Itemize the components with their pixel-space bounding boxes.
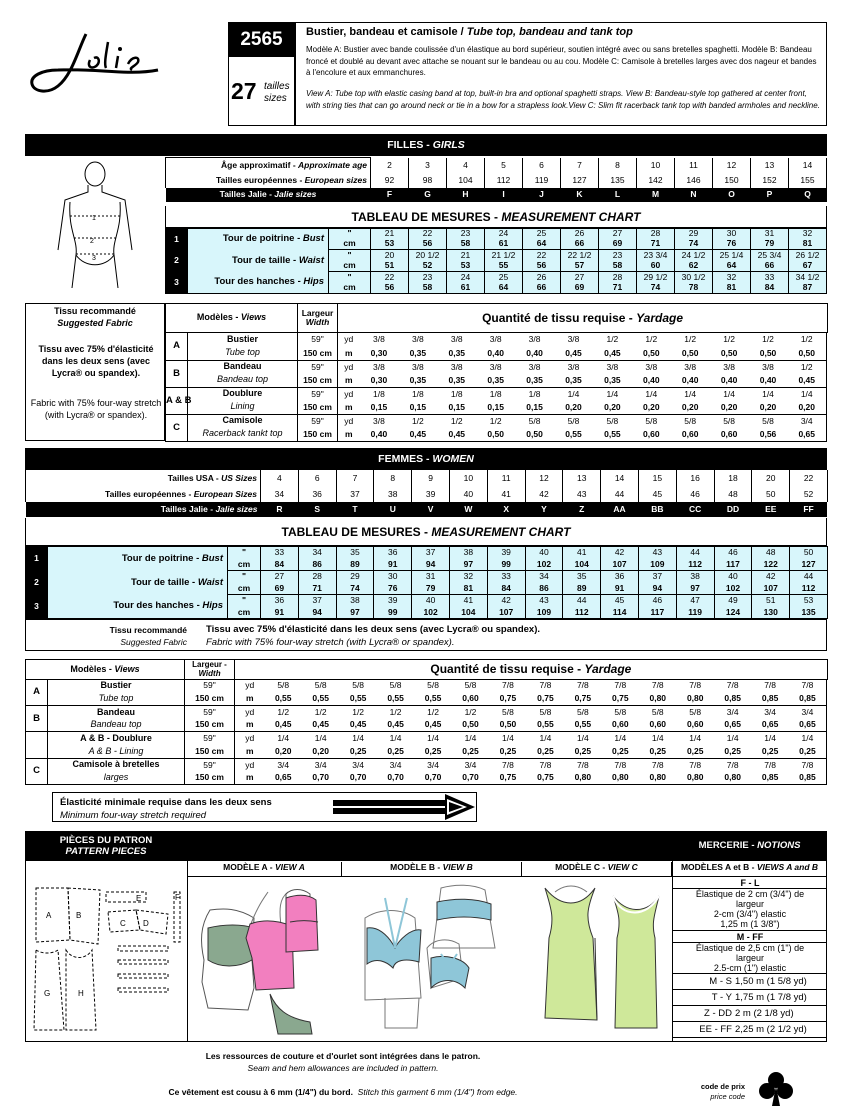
stretch-fr: Élasticité minimale requise dans les deux sens <box>60 797 272 808</box>
sizes-label-fr: tailles <box>264 81 290 92</box>
footer-fr-1: Les ressources de couture et d'ourlet sont intégrées dans le patron. <box>205 1051 481 1061</box>
notions-header: MERCERIE - NOTIONS <box>672 840 827 851</box>
stretch-en: Minimum four-way stretch required <box>60 810 207 821</box>
notion-row: M - S 1,50 m (1 5/8 yd) <box>673 974 827 990</box>
women-yardage-row: A Bustier 59" yd 5/8 5/8 5/8 5/8 5/8 5/8 7/8 7/8 7/8 7/8 7/8 7/8 7/8 7/8 7/8 <box>26 679 827 692</box>
price-code-en: price code <box>710 1092 745 1101</box>
stretch-arrow-icon <box>333 794 475 820</box>
view-a-label: MODÈLE A - VIEW A <box>187 862 342 876</box>
women-measurement-table: 1 Tour de poitrine - Bust " 33 34 35 36 37 38 39 40 41 42 43 44 46 48 50 cm 84 86 89 91 94 97 99 102 104 107 109 112 117 122 127 2 Tour de taille - Waist " 27 28 29 30 31 32 33 34 35 36 37 38 40 42 44 cm 69 71 74 76 79 81 84 86 89 91 94 97 102 107 112 3 Tour des hanches - Hips " 36 37 38 39 40 41 42 43 44 45 46 47 49 51 53 cm 91 94 97 99 102 104 107 109 112 114 117 119 124 130 135 <box>25 546 828 619</box>
girls-header: FILLES - GIRLS <box>25 134 827 156</box>
women-fabric-title-en: Suggested Fabric <box>120 637 187 647</box>
club-icon <box>758 1070 794 1108</box>
notion-row: Z - DD 2 m (2 1/8 yd) <box>673 1006 827 1022</box>
view-c-label: MODÈLE C - VIEW C <box>522 862 672 876</box>
women-chart-title: TABLEAU DE MESURES - MEASUREMENT CHART <box>25 518 827 546</box>
girls-yardage-row-metric: Racerback tankt top 150 cm m 0,40 0,45 0,45 0,50 0,50 0,55 0,55 0,60 0,60 0,60 0,56 0,65 <box>166 428 827 442</box>
girls-fabric-title: Tissu recommandé <box>54 306 136 316</box>
girls-yardage-row: A Bustier 59" yd 3/8 3/8 3/8 3/8 3/8 3/8 1/2 1/2 1/2 1/2 1/2 1/2 <box>166 333 827 347</box>
girls-yardage-row: B Bandeau 59" yd 3/8 3/8 3/8 3/8 3/8 3/8 3/8 3/8 3/8 3/8 3/8 1/2 <box>166 360 827 374</box>
svg-text:A: A <box>46 911 52 920</box>
svg-text:2: 2 <box>90 238 94 245</box>
footer-line-2: Ce vêtement est cousu à 6 mm (1/4") du bord. Stitch this garment 6 mm (1/4") from edge. <box>168 1087 518 1097</box>
svg-text:F: F <box>175 893 180 902</box>
girls-size-table: Âge approximatif - Approximate age 2 3 4 5 6 7 8 10 11 12 13 14 Tailles européennes - European sizes 92 98 104 112 119 127 135 142 146 150 152 155 Tailles Jalie - Jalie sizes F G H I J K L M N O P Q <box>165 157 827 202</box>
girls-yardage-rows <box>165 333 827 442</box>
girls-fabric-en: Fabric with 75% four-way stretch (with Lycra® or spandex). <box>30 398 162 420</box>
women-header: FEMMES - WOMEN <box>25 448 827 470</box>
girls-chart-title: TABLEAU DE MESURES - MEASUREMENT CHART <box>165 206 827 228</box>
pattern-pieces-diagram <box>28 880 183 1035</box>
view-c-illustration <box>525 878 670 1038</box>
jalie-logo <box>28 20 168 100</box>
title-fr: Bustier, bandeau et camisole / <box>306 26 467 38</box>
women-yardage-row-metric: Tube top 150 cm m 0,55 0,55 0,55 0,55 0,55 0,60 0,75 0,75 0,75 0,75 0,80 0,80 0,85 0,85 0,85 <box>26 692 827 705</box>
pattern-number: 2565 <box>229 23 294 57</box>
description-fr: Modèle A: Bustier avec bande coulissée d'un élastique au bord supérieur, soutien intégré avec ou sans bretelles spaghetti. Modèle B: Bandeau froncé et doublé au devant avec attache se nouant sur le bandeau ou au cou. Modèle C: Camisole à bretelles larges avec dos nageur et bandes à l'encolure et aux emmanchures. <box>306 45 817 77</box>
girls-yardage-row-metric: Bandeau top 150 cm m 0,30 0,35 0,35 0,35 0,35 0,35 0,35 0,40 0,40 0,40 0,40 0,45 <box>166 374 827 388</box>
girls-age-label: Âge approximatif - Approximate age <box>166 158 371 173</box>
women-yardage-row: C Camisole à bretelles 59" yd 3/4 3/4 3/4 3/4 3/4 3/4 7/8 7/8 7/8 7/8 7/8 7/8 7/8 7/8 7/8 <box>26 758 827 771</box>
svg-text:3: 3 <box>92 255 96 262</box>
svg-text:1: 1 <box>92 215 96 222</box>
girls-fabric-title-en: Suggested Fabric <box>57 318 133 328</box>
girls-yardage-row-metric: Lining 150 cm m 0,15 0,15 0,15 0,15 0,15 0,20 0,20 0,20 0,20 0,20 0,20 0,20 <box>166 401 827 415</box>
notion-row: T - Y 1,75 m (1 7/8 yd) <box>673 990 827 1006</box>
women-yardage-row-metric: Bandeau top 150 cm m 0,45 0,45 0,45 0,45 0,45 0,50 0,50 0,55 0,55 0,60 0,60 0,60 0,65 0,65 0,65 <box>26 719 827 732</box>
svg-text:D: D <box>143 919 149 928</box>
women-fabric-fr: Tissu avec 75% d'élasticité dans les deux sens (avec Lycra® ou spandex). <box>206 624 540 635</box>
notions-views-label: MODÈLES A et B - VIEWS A and B <box>680 862 819 872</box>
women-yardage-row: B Bandeau 59" yd 1/2 1/2 1/2 1/2 1/2 1/2 5/8 5/8 5/8 5/8 5/8 5/8 3/4 3/4 3/4 <box>26 705 827 718</box>
price-code-fr: code de prix <box>700 1082 745 1091</box>
view-b-illustration <box>345 878 520 1038</box>
title-en: Tube top, bandeau and tank top <box>466 26 633 38</box>
svg-text:H: H <box>78 989 84 998</box>
girls-yardage-row: C Camisole 59" yd 3/8 1/2 1/2 1/2 5/8 5/8 5/8 5/8 5/8 5/8 5/8 3/4 <box>166 414 827 428</box>
notions-panel: F - L Élastique de 2 cm (3/4") de largeur 2-cm (3/4") elastic 1,25 m (1 3/8") M - FF Élastique de 2,5 cm (1") de largeur 2.5-cm (1") elastic M - S 1,50 m (1 5/8 yd) T - Y 1,75 m (1 7/8 yd) Z - DD 2 m (2 1/8 yd) EE - FF 2,25 m (2 1/2 yd) <box>673 877 827 1042</box>
pattern-title <box>306 26 633 38</box>
sizes-count: 27 <box>231 78 257 104</box>
girls-yardage-table: Modèles - Views Largeur Width Quantité de tissu requise - Yardage <box>165 303 828 333</box>
girls-fabric-fr: Tissu avec 75% d'élasticité dans les deux sens (avec Lycra® ou spandex). <box>38 344 154 378</box>
svg-text:G: G <box>44 989 51 998</box>
description-en: View A: Tube top with elastic casing band at top, built-in bra and optional spaghetti straps. View B: Bandeau-style top gathered at center front, with string ties that can go around neck or tie in a bow for a strapless look.View C: Slim fit racerback tank top with banded armholes and neckline. <box>306 89 820 110</box>
women-yardage-row-metric: larges 150 cm m 0,65 0,70 0,70 0,70 0,70 0,70 0,75 0,75 0,80 0,80 0,80 0,80 0,80 0,85 0,85 <box>26 771 827 784</box>
girls-measurement-table: 1 Tour de poitrine - Bust " 21 22 23 24 25 26 27 28 29 30 31 32 cm 53 56 58 61 64 66 69 71 74 76 79 81 2 Tour de taille - Waist " 20 20 1/2 21 21 1/2 22 22 1/2 23 23 3/4 24 1/2 25 1/4 25 3/4 26 1/2 cm 51 52 53 55 56 57 58 60 62 64 66 67 3 Tour des hanches - Hips " 22 23 24 25 26 27 28 29 1/2 30 1/2 32 33 34 1/2 cm 56 58 61 64 66 69 71 74 78 81 84 87 <box>165 228 827 294</box>
footer-en-1: Seam and hem allowances are included in pattern. <box>247 1063 439 1073</box>
women-fabric-en: Fabric with 75% four-way stretch (with Lycra® or spandex). <box>206 637 455 648</box>
girls-jalie-row: Tailles Jalie - Jalie sizes F G H I J K L M N O P Q <box>166 188 827 202</box>
pieces-header: PIÈCES DU PATRON PATTERN PIECES <box>25 831 187 861</box>
women-yardage-row: A & B - Doublure 59" yd 1/4 1/4 1/4 1/4 1/4 1/4 1/4 1/4 1/4 1/4 1/4 1/4 1/4 1/4 1/4 <box>26 732 827 745</box>
view-a-illustration <box>190 878 340 1038</box>
women-size-table: Tailles USA - US Sizes 4 6 7 8 9 10 11 12 13 14 15 16 18 20 22 Tailles européennes - European Sizes 34 36 37 38 39 40 41 42 43 44 45 46 48 50 52 Tailles Jalie - Jalie sizes R S T U V W X Y Z AA BB CC DD EE FF <box>25 470 828 517</box>
svg-text:B: B <box>76 911 82 920</box>
women-yardage-rows <box>25 679 827 785</box>
women-fabric-title: Tissu recommandé <box>109 625 187 635</box>
notion-row: EE - FF 2,25 m (2 1/2 yd) <box>673 1022 827 1038</box>
girls-euro-label: Tailles européennes - European sizes <box>166 173 371 188</box>
sizes-label-en: sizes <box>264 93 287 104</box>
svg-text:C: C <box>120 919 126 928</box>
girls-body-figure <box>40 160 150 290</box>
girls-yardage-row: A & B Doublure 59" yd 1/8 1/8 1/8 1/8 1/8 1/4 1/4 1/4 1/4 1/4 1/4 1/4 <box>166 387 827 401</box>
svg-text:E: E <box>136 894 142 903</box>
girls-yardage-row-metric: Tube top 150 cm m 0,30 0,35 0,35 0,40 0,40 0,45 0,45 0,50 0,50 0,50 0,50 0,50 <box>166 347 827 361</box>
women-yardage-table: Modèles - Views Largeur - Width Quantité de tissu requise - Yardage <box>25 659 828 680</box>
view-b-label: MODÈLE B - VIEW B <box>342 862 522 876</box>
women-yardage-row-metric: A & B - Lining 150 cm m 0,20 0,20 0,25 0,25 0,25 0,25 0,25 0,25 0,25 0,25 0,25 0,25 0,25 0,25 0,25 <box>26 745 827 758</box>
